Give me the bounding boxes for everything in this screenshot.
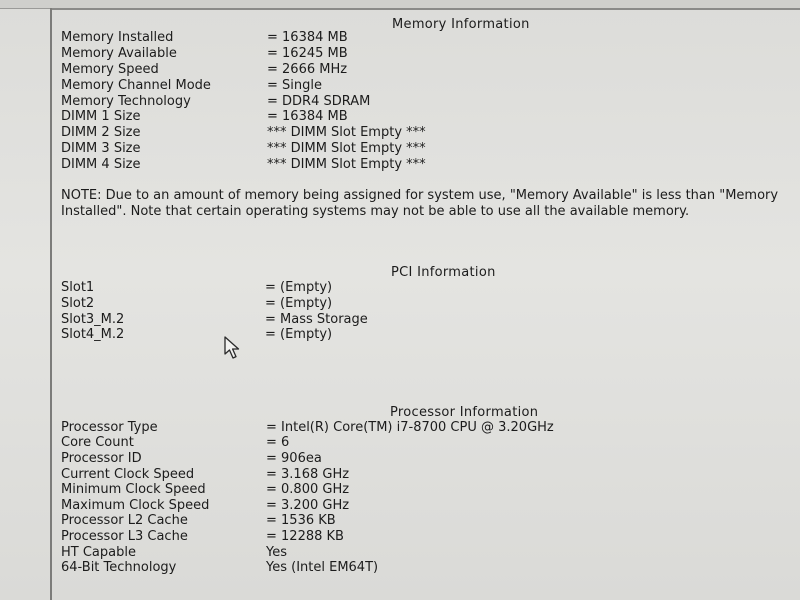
processor-row-l3-cache (61, 529, 781, 545)
memory-note: NOTE: Due to an amount of memory being assigned for system use, "Memory Available" is less than "Memory Installed". Note that certain operating systems may not be able to use all the available memory. (61, 188, 779, 219)
memory-row-dimm2 (61, 125, 781, 141)
memory-row-dimm1 (61, 109, 781, 125)
memory-row-channel-mode (61, 78, 781, 94)
pci-section-title: PCI Information (391, 265, 496, 280)
memory-row-technology (61, 94, 781, 110)
processor-row-min-clock (61, 482, 781, 498)
pci-slot2-label: Slot2 (61, 296, 95, 311)
memory-available-value: = 16245 MB (267, 46, 348, 61)
processor-row-core-count (61, 435, 781, 451)
pci-slot1-label: Slot1 (61, 280, 95, 295)
memory-technology-label: Memory Technology (61, 94, 191, 109)
mouse-pointer-icon (224, 336, 244, 360)
memory-speed-label: Memory Speed (61, 62, 159, 77)
memory-row-installed (61, 30, 781, 46)
processor-row-type (61, 420, 781, 436)
minimum-clock-speed-label: Minimum Clock Speed (61, 482, 206, 497)
memory-section-title: Memory Information (392, 17, 530, 32)
processor-row-l2-cache (61, 513, 781, 529)
processor-id-label: Processor ID (61, 451, 142, 466)
pci-slot3-label: Slot3_M.2 (61, 312, 125, 327)
l2-cache-value: = 1536 KB (266, 513, 336, 528)
pci-slot4-value: = (Empty) (265, 327, 333, 342)
pci-slot1-value: = (Empty) (265, 280, 333, 295)
processor-id-value: = 906ea (266, 451, 322, 466)
pci-slot4-label: Slot4_M.2 (61, 327, 125, 342)
processor-section-title: Processor Information (390, 405, 539, 420)
maximum-clock-speed-label: Maximum Clock Speed (61, 498, 210, 513)
memory-speed-value: = 2666 MHz (267, 62, 348, 77)
dimm3-size-value: *** DIMM Slot Empty *** (267, 141, 426, 156)
pci-row-slot1 (61, 280, 781, 296)
pci-row-slot3 (61, 312, 781, 328)
64bit-technology-label: 64-Bit Technology (61, 560, 177, 575)
core-count-label: Core Count (61, 435, 134, 450)
dimm4-size-label: DIMM 4 Size (61, 157, 141, 172)
memory-technology-value: = DDR4 SDRAM (267, 94, 371, 109)
l2-cache-label: Processor L2 Cache (61, 513, 188, 528)
dimm1-size-value: = 16384 MB (267, 109, 348, 124)
ht-capable-label: HT Capable (61, 545, 136, 560)
current-clock-speed-value: = 3.168 GHz (266, 467, 350, 482)
dimm4-size-value: *** DIMM Slot Empty *** (267, 157, 426, 172)
ht-capable-value: Yes (266, 545, 287, 560)
dimm1-size-label: DIMM 1 Size (61, 109, 141, 124)
processor-type-label: Processor Type (61, 420, 158, 435)
pci-row-slot2 (61, 296, 781, 312)
dimm3-size-label: DIMM 3 Size (61, 141, 141, 156)
dimm2-size-label: DIMM 2 Size (61, 125, 141, 140)
processor-row-max-clock (61, 498, 781, 514)
core-count-value: = 6 (266, 435, 290, 450)
l3-cache-value: = 12288 KB (266, 529, 344, 544)
current-clock-speed-label: Current Clock Speed (61, 467, 195, 482)
minimum-clock-speed-value: = 0.800 GHz (266, 482, 350, 497)
panel-top-border (50, 8, 800, 10)
l3-cache-label: Processor L3 Cache (61, 529, 188, 544)
pci-row-slot4 (61, 327, 781, 343)
memory-channel-mode-value: = Single (267, 78, 322, 93)
memory-channel-mode-label: Memory Channel Mode (61, 78, 211, 93)
processor-row-ht-capable (61, 545, 781, 561)
memory-available-label: Memory Available (61, 46, 177, 61)
memory-installed-label: Memory Installed (61, 30, 174, 45)
processor-row-current-clock (61, 467, 781, 483)
memory-installed-value: = 16384 MB (267, 30, 348, 45)
memory-row-speed (61, 62, 781, 78)
maximum-clock-speed-value: = 3.200 GHz (266, 498, 350, 513)
processor-row-id (61, 451, 781, 467)
pci-slot2-value: = (Empty) (265, 296, 333, 311)
processor-row-64bit (61, 560, 781, 576)
dimm2-size-value: *** DIMM Slot Empty *** (267, 125, 426, 140)
processor-type-value: = Intel(R) Core(TM) i7-8700 CPU @ 3.20GHz (266, 420, 554, 435)
memory-row-dimm3 (61, 141, 781, 157)
memory-row-available (61, 46, 781, 62)
panel-left-border (50, 8, 52, 600)
memory-row-dimm4 (61, 157, 781, 173)
64bit-technology-value: Yes (Intel EM64T) (266, 560, 379, 575)
pci-slot3-value: = Mass Storage (265, 312, 368, 327)
